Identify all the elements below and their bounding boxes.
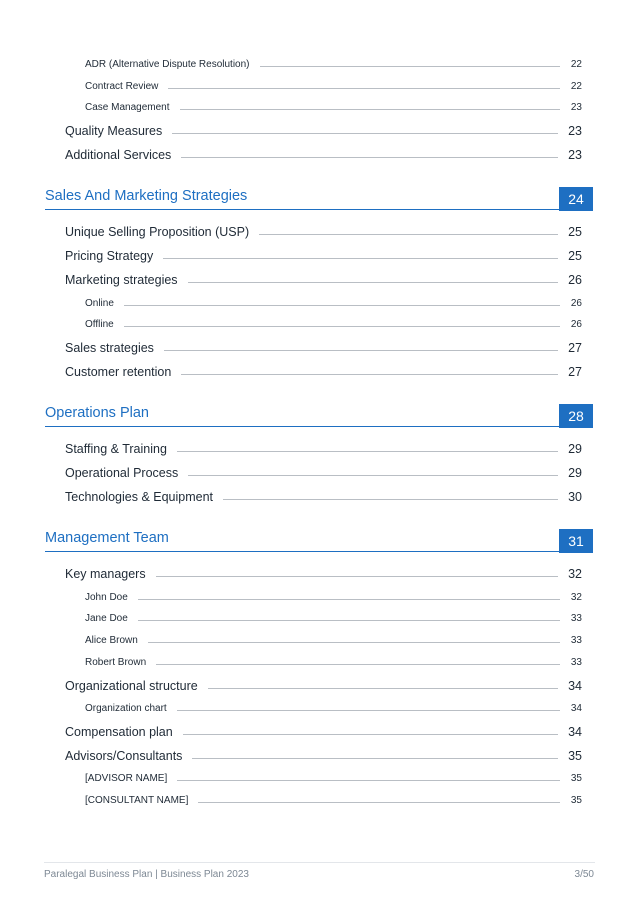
dot-leader <box>188 475 558 476</box>
toc-entry-label: Operational Process <box>65 466 179 480</box>
dot-leader <box>181 374 558 375</box>
section-operations-plan[interactable] <box>45 402 593 427</box>
section-page-badge: 31 <box>559 529 593 553</box>
toc-entry-label: Organizational structure <box>65 679 198 693</box>
dot-leader <box>177 710 560 711</box>
toc-entry-offline[interactable] <box>85 317 582 330</box>
dot-leader <box>177 451 558 452</box>
dot-leader <box>180 109 561 110</box>
footer-page-number: 3/50 <box>574 869 594 880</box>
section-page-badge: 28 <box>559 404 593 428</box>
toc-entry-page: 29 <box>568 442 582 456</box>
dot-leader <box>181 157 558 158</box>
toc-entry-label: Contract Review <box>85 81 159 92</box>
toc-entry-john-doe[interactable] <box>85 590 582 603</box>
toc-entry-label: Pricing Strategy <box>65 249 154 263</box>
toc-entry-page: 33 <box>570 635 582 646</box>
toc-entry-page: 35 <box>570 773 582 784</box>
toc-entry-page: 35 <box>570 795 582 806</box>
toc-entry-label: Jane Doe <box>85 613 128 624</box>
toc-entry-label: John Doe <box>85 592 128 603</box>
toc-entry-pricing-strategy[interactable] <box>65 247 582 263</box>
dot-leader <box>138 599 560 600</box>
dot-leader <box>259 234 558 235</box>
toc-entry-label: Organization chart <box>85 703 167 714</box>
toc-entry-page: 33 <box>570 613 582 624</box>
toc-entry-page: 25 <box>568 249 582 263</box>
toc-entry-label: Key managers <box>65 567 146 581</box>
toc-entry-label: Offline <box>85 319 114 330</box>
toc-entry-technologies-equipment[interactable] <box>65 488 582 504</box>
toc-entry-page: 22 <box>570 59 582 70</box>
dot-leader <box>223 499 558 500</box>
toc-entry-label: Quality Measures <box>65 124 163 138</box>
toc-entry-label: Alice Brown <box>85 635 138 646</box>
section-title: Operations Plan <box>45 405 149 421</box>
toc-entry-staffing-training[interactable] <box>65 440 582 456</box>
toc-entry-usp[interactable] <box>65 223 582 239</box>
toc-entry-label: Technologies & Equipment <box>65 490 214 504</box>
toc-entry-label: Online <box>85 298 114 309</box>
toc-entry-online[interactable] <box>85 296 582 309</box>
toc-entry-label: Marketing strategies <box>65 273 178 287</box>
toc-entry-customer-retention[interactable] <box>65 363 582 379</box>
toc-entry-label: [ADVISOR NAME] <box>85 773 168 784</box>
toc-entry-label: Robert Brown <box>85 657 147 668</box>
dot-leader <box>124 326 560 327</box>
toc-entry-label: Unique Selling Proposition (USP) <box>65 225 250 239</box>
footer-document-title: Paralegal Business Plan | Business Plan 2023 <box>44 869 249 880</box>
dot-leader <box>177 780 560 781</box>
toc-entry-label: Additional Services <box>65 148 172 162</box>
section-management-team[interactable] <box>45 527 593 552</box>
dot-leader <box>156 664 560 665</box>
dot-leader <box>163 258 558 259</box>
toc-entry-page: 34 <box>568 679 582 693</box>
section-title: Management Team <box>45 530 169 546</box>
dot-leader <box>172 133 558 134</box>
toc-entry-page: 32 <box>570 592 582 603</box>
toc-entry-sales-strategies[interactable] <box>65 339 582 355</box>
toc-entry-label: Sales strategies <box>65 341 154 355</box>
toc-entry-label: Customer retention <box>65 365 172 379</box>
toc-entry-contract-review[interactable] <box>85 79 582 92</box>
toc-entry-advisors-consultants[interactable] <box>65 747 582 763</box>
toc-entry-page: 22 <box>570 81 582 92</box>
toc-entry-consultant-name[interactable] <box>85 793 582 806</box>
toc-entry-additional-services[interactable] <box>65 146 582 162</box>
toc-entry-quality-measures[interactable] <box>65 122 582 138</box>
toc-entry-compensation-plan[interactable] <box>65 723 582 739</box>
toc-entry-label: ADR (Alternative Dispute Resolution) <box>85 59 250 70</box>
toc-entry-organization-chart[interactable] <box>85 701 582 714</box>
toc-entry-page: 26 <box>570 319 582 330</box>
section-title: Sales And Marketing Strategies <box>45 188 248 204</box>
dot-leader <box>124 305 560 306</box>
toc-entry-label: Compensation plan <box>65 725 173 739</box>
toc-entry-operational-process[interactable] <box>65 464 582 480</box>
toc-entry-page: 35 <box>568 749 582 763</box>
toc-entry-page: 27 <box>568 365 582 379</box>
toc-entry-page: 25 <box>568 225 582 239</box>
toc-entry-page: 30 <box>568 490 582 504</box>
dot-leader <box>148 642 560 643</box>
dot-leader <box>208 688 558 689</box>
toc-entry-page: 32 <box>568 567 582 581</box>
toc-entry-label: Advisors/Consultants <box>65 749 183 763</box>
toc-entry-robert-brown[interactable] <box>85 655 582 668</box>
toc-entry-label: [CONSULTANT NAME] <box>85 795 189 806</box>
dot-leader <box>260 66 560 67</box>
toc-entry-page: 29 <box>568 466 582 480</box>
dot-leader <box>164 350 558 351</box>
toc-entry-organizational-structure[interactable] <box>65 677 582 693</box>
toc-entry-label: Staffing & Training <box>65 442 167 456</box>
toc-entry-key-managers[interactable] <box>65 565 582 581</box>
toc-entry-page: 23 <box>570 102 582 113</box>
toc-entry-page: 26 <box>570 298 582 309</box>
toc-entry-page: 27 <box>568 341 582 355</box>
toc-entry-page: 23 <box>568 124 582 138</box>
toc-entry-case-management[interactable] <box>85 100 582 113</box>
toc-entry-page: 33 <box>570 657 582 668</box>
toc-entry-alice-brown[interactable] <box>85 633 582 646</box>
toc-entry-marketing-strategies[interactable] <box>65 271 582 287</box>
toc-entry-adr[interactable] <box>85 57 582 70</box>
dot-leader <box>198 802 560 803</box>
toc-entry-page: 34 <box>568 725 582 739</box>
section-sales-marketing[interactable] <box>45 185 593 210</box>
toc-entry-page: 34 <box>570 703 582 714</box>
footer-divider <box>44 862 595 863</box>
toc-entry-label: Case Management <box>85 102 170 113</box>
dot-leader <box>183 734 558 735</box>
section-page-badge: 24 <box>559 187 593 211</box>
dot-leader <box>156 576 558 577</box>
toc-entry-advisor-name[interactable] <box>85 771 582 784</box>
dot-leader <box>138 620 560 621</box>
dot-leader <box>168 88 560 89</box>
toc-entry-page: 26 <box>568 273 582 287</box>
toc-entry-jane-doe[interactable] <box>85 611 582 624</box>
dot-leader <box>188 282 558 283</box>
dot-leader <box>192 758 558 759</box>
toc-entry-page: 23 <box>568 148 582 162</box>
